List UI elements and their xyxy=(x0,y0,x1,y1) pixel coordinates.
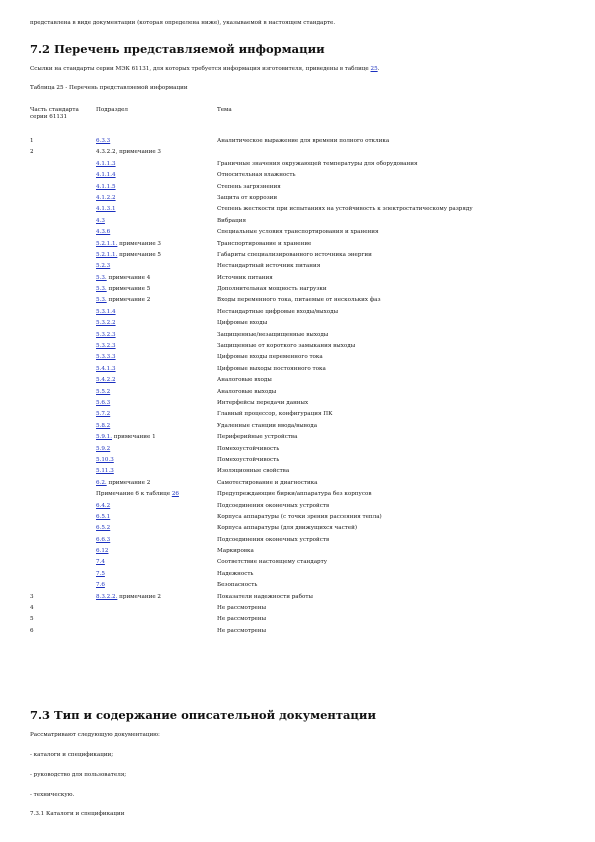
table-row xyxy=(30,297,575,308)
cell-subclause xyxy=(96,297,150,304)
subclause-note: примечание 1 xyxy=(112,434,156,441)
cell-subclause xyxy=(96,320,116,327)
table-header-row xyxy=(30,107,575,138)
subclause-link[interactable]: 4.3 xyxy=(96,217,105,224)
subclause-link[interactable]: 7.4 xyxy=(96,559,105,566)
cell-subclause xyxy=(96,195,116,202)
table-row xyxy=(30,525,575,536)
cell-topic: Подсоединения оконечных устройств xyxy=(217,536,330,543)
subclause-note: 4.3.2.2, примечание 3 xyxy=(96,149,161,156)
cell-subclause xyxy=(96,514,110,521)
cell-subclause xyxy=(96,537,110,544)
cell-topic: Безопасность xyxy=(217,582,258,589)
subclause-link[interactable]: 4.1.1.4 xyxy=(96,172,116,179)
cell-topic: Дополнительная мощность нагрузки xyxy=(217,286,327,293)
subclause-link[interactable]: 6.5.1 xyxy=(96,513,111,520)
table-row xyxy=(30,149,575,160)
cell-subclause xyxy=(96,389,110,396)
subclause-note: примечание 2 xyxy=(117,593,161,600)
table-row xyxy=(30,514,575,525)
cell-topic: Корпуса аппаратуры (для движущихся частей) xyxy=(217,525,358,532)
subclause-link[interactable]: 5.4.1.3 xyxy=(96,365,116,372)
doc-list-item: - руководство для пользователя; xyxy=(30,772,127,778)
subclause-link[interactable]: 4.1.1.5 xyxy=(96,183,116,190)
cell-subclause xyxy=(96,184,116,191)
subclause-link[interactable]: 5.4.2.2 xyxy=(96,377,116,384)
cell-topic: Цифровые входы xyxy=(217,320,268,327)
table-row xyxy=(30,594,575,605)
table-row xyxy=(30,468,575,479)
table-row xyxy=(30,377,575,388)
subclause-note: примечание 5 xyxy=(117,251,161,258)
cell-topic: Не рассмотрены xyxy=(217,627,267,634)
cell-topic: Защита от коррозии xyxy=(217,194,278,201)
cell-subclause xyxy=(96,548,108,555)
cell-subclause xyxy=(96,241,161,248)
subclause-note: примечание 4 xyxy=(106,274,151,281)
cell-part: 3 xyxy=(30,593,34,600)
cell-subclause xyxy=(96,480,150,487)
subclause-note: Примечание 6 к таблице xyxy=(96,491,172,498)
cell-subclause xyxy=(96,229,110,236)
cell-subclause xyxy=(96,457,114,464)
cell-topic: Нестандартный источник питания xyxy=(217,263,321,270)
cell-subclause xyxy=(96,468,114,475)
cell-topic: Цифровые выходы постоянного тока xyxy=(217,365,326,372)
subclause-link[interactable]: 5.3.2.3 xyxy=(96,343,116,350)
cell-topic: Не рассмотрены xyxy=(217,605,267,612)
cell-subclause xyxy=(96,343,116,350)
cell-topic: Предупреждающие бирки/аппаратура без корпусов xyxy=(217,491,372,498)
cell-topic: Аналитическое выражение для времени полного отклика xyxy=(217,138,390,144)
cell-topic: Не рассмотрены xyxy=(217,616,267,623)
cell-topic: Источник питания xyxy=(217,274,273,281)
table-row xyxy=(30,184,575,195)
cell-subclause xyxy=(96,491,179,498)
cell-topic: Относительная влажность xyxy=(217,172,296,179)
cell-topic: Соответствие настоящему стандарту xyxy=(217,559,328,566)
subclause-link[interactable]: 5.8.2 xyxy=(96,422,111,429)
cell-subclause xyxy=(96,138,110,145)
subclause-note: примечание 2 xyxy=(106,297,151,304)
cell-subclause xyxy=(96,354,116,361)
cell-topic: Показатели надежности работы xyxy=(217,593,313,600)
subclause-link[interactable]: 6.5.2 xyxy=(96,525,111,532)
cell-subclause xyxy=(96,582,105,589)
cell-subclause xyxy=(96,434,156,441)
subclause-link[interactable]: 5.9.1. xyxy=(96,434,113,441)
doc-list-item: - каталоги и спецификации; xyxy=(30,752,114,758)
table-row xyxy=(30,503,575,514)
subclause-link[interactable]: 5.9.2 xyxy=(96,445,111,452)
cell-subclause xyxy=(96,149,161,156)
cell-topic: Цифровые входы переменного тока xyxy=(217,354,323,361)
intro-text: Ссылки на стандарты серии МЭК 61131, для которых требуется информация изготовителя, приведены в таблице xyxy=(30,66,371,72)
cell-topic: Степень загрязнения xyxy=(217,183,281,190)
table-row xyxy=(30,332,575,343)
table-row xyxy=(30,252,575,263)
cell-subclause xyxy=(96,161,116,168)
cell-topic: Подсоединения оконечных устройств xyxy=(217,502,330,509)
table-row xyxy=(30,389,575,400)
cell-subclause xyxy=(96,594,161,601)
cell-subclause xyxy=(96,559,105,566)
cell-topic: Главный процессор, конфигурация ПК xyxy=(217,411,333,418)
table-row xyxy=(30,161,575,172)
cell-topic: Вибрация xyxy=(217,217,246,224)
subclause-link[interactable]: 8.3.2.2. xyxy=(96,593,118,600)
table-25-link[interactable]: 25 xyxy=(370,66,378,72)
subclause-link[interactable]: 5.2.3 xyxy=(96,263,111,270)
subsection-7-3-1-heading: 7.3.1 Каталоги и спецификации xyxy=(30,811,125,817)
subclause-link[interactable]: 6.4.2 xyxy=(96,502,111,509)
cell-topic: Нестандартные цифровые входы/выходы xyxy=(217,308,339,315)
cell-topic: Степень жесткости при испытаниях на устойчивость к электростатическому разряду xyxy=(217,206,473,213)
table-body xyxy=(30,138,575,639)
table-row xyxy=(30,320,575,331)
cell-subclause xyxy=(96,332,116,339)
cell-topic: Защищенные/незащищенные выходы xyxy=(217,331,329,338)
cell-topic: Помехоустойчивость xyxy=(217,445,280,452)
subclause-link[interactable]: 6.2. xyxy=(96,479,107,486)
cell-topic: Защищенные от короткого замыкания выходы xyxy=(217,343,356,350)
table-row xyxy=(30,138,575,149)
cell-part: 6 xyxy=(30,627,34,634)
top-paragraph: представлена в виде документации (которая определена ниже), указываемой в настоящем стандарте. xyxy=(30,20,336,26)
information-table xyxy=(30,107,575,639)
cell-subclause xyxy=(96,206,116,213)
table-row xyxy=(30,343,575,354)
table-row xyxy=(30,263,575,274)
subclause-link[interactable]: 5.3.1.4 xyxy=(96,308,116,315)
table-row xyxy=(30,582,575,593)
table-row xyxy=(30,537,575,548)
table-row xyxy=(30,229,575,240)
table-row xyxy=(30,172,575,183)
section-7-2-intro xyxy=(30,66,570,73)
subclause-link[interactable]: 5.2.1.1. xyxy=(96,251,118,258)
subclause-link[interactable]: 5.6.3 xyxy=(96,399,111,406)
subclause-link[interactable]: 5.3.3.3 xyxy=(96,354,116,361)
cell-subclause xyxy=(96,309,116,316)
table-row xyxy=(30,457,575,468)
intro-period: . xyxy=(377,66,380,72)
subclause-link[interactable]: 5.3.2.2 xyxy=(96,320,116,327)
cell-topic: Граничные значения окружающей температуры для оборудования xyxy=(217,160,418,167)
table-row xyxy=(30,571,575,582)
table-row xyxy=(30,354,575,365)
table-row xyxy=(30,366,575,377)
header-part: Часть стандарта серии 61131 xyxy=(30,107,79,120)
table-row xyxy=(30,559,575,570)
cell-subclause xyxy=(96,366,116,373)
cell-subclause xyxy=(96,423,110,430)
subclause-link[interactable]: 5.5.2 xyxy=(96,388,111,395)
cell-subclause xyxy=(96,525,110,532)
table-row xyxy=(30,491,575,502)
subclause-link[interactable]: 5.11.3 xyxy=(96,468,114,475)
table-row xyxy=(30,548,575,559)
subclause-link[interactable]: 6.12 xyxy=(96,548,109,555)
table-row xyxy=(30,400,575,411)
table-caption: Таблица 25 - Перечень представляемой информации xyxy=(30,85,188,91)
cell-subclause xyxy=(96,377,116,384)
subclause-link[interactable]: 5.2.1.1. xyxy=(96,240,118,247)
table-row xyxy=(30,446,575,457)
cell-subclause xyxy=(96,286,150,293)
cell-topic: Входы переменного тока, питаемые от нескольких фаз xyxy=(217,297,381,304)
subclause-link[interactable]: 6.6.3 xyxy=(96,536,111,543)
table-row xyxy=(30,195,575,206)
subclause-link[interactable]: 4.3.6 xyxy=(96,229,111,236)
table-row xyxy=(30,309,575,320)
table-row xyxy=(30,275,575,286)
table-row xyxy=(30,241,575,252)
cell-topic: Аналоговые выходы xyxy=(217,388,277,395)
header-subclause: Подраздел xyxy=(96,107,128,113)
subclause-link[interactable]: 5.3. xyxy=(96,286,107,293)
cell-topic: Маркировка xyxy=(217,548,254,555)
cell-topic: Интерфейсы передачи данных xyxy=(217,399,309,406)
section-7-3-heading: 7.3 Тип и содержание описательной документации xyxy=(30,708,376,722)
cell-topic: Специальные условия транспортирования и хранения xyxy=(217,229,379,236)
cell-subclause xyxy=(96,571,105,578)
cell-part: 5 xyxy=(30,616,34,623)
cell-topic: Помехоустойчивость xyxy=(217,456,280,463)
cell-part: 4 xyxy=(30,605,34,612)
table-row xyxy=(30,218,575,229)
subclause-link[interactable]: 5.3. xyxy=(96,297,107,304)
subclause-note: примечание 2 xyxy=(106,479,151,486)
table-row xyxy=(30,605,575,616)
subclause-link[interactable]: 4.1.1.3 xyxy=(96,160,116,167)
cell-topic: Периферийные устройства xyxy=(217,434,298,441)
subclause-link[interactable]: 5.7.2 xyxy=(96,411,111,418)
subclause-link[interactable]: 7.6 xyxy=(96,582,105,589)
table-row xyxy=(30,206,575,217)
cell-topic: Транспортирование и хранение xyxy=(217,240,312,247)
cell-subclause xyxy=(96,252,161,259)
cell-part: 1 xyxy=(30,138,34,144)
table-row xyxy=(30,434,575,445)
subclause-link[interactable]: 26 xyxy=(171,491,179,498)
subclause-link[interactable]: 5.10.3 xyxy=(96,456,114,463)
cell-subclause xyxy=(96,172,116,179)
cell-subclause xyxy=(96,275,150,282)
section-7-2-heading: 7.2 Перечень представляемой информации xyxy=(30,42,325,56)
table-row xyxy=(30,411,575,422)
cell-subclause xyxy=(96,218,105,225)
cell-topic: Габариты специализированного источника энергии xyxy=(217,251,372,258)
doc-list-item: - техническую. xyxy=(30,792,75,798)
subclause-link[interactable]: 7.5 xyxy=(96,570,105,577)
cell-subclause xyxy=(96,503,110,510)
cell-topic: Корпуса аппаратуры (с точки зрения рассеяния тепла) xyxy=(217,513,382,520)
cell-topic: Изоляционные свойства xyxy=(217,468,290,475)
subclause-note: примечание 3 xyxy=(117,240,161,247)
cell-subclause xyxy=(96,400,110,407)
table-row xyxy=(30,286,575,297)
table-row xyxy=(30,616,575,627)
cell-subclause xyxy=(96,446,110,453)
subclause-link[interactable]: 6.3.3 xyxy=(96,138,111,144)
subclause-link[interactable]: 5.3. xyxy=(96,274,107,281)
cell-topic: Надежность xyxy=(217,570,254,577)
header-topic: Тема xyxy=(217,107,232,113)
cell-topic: Аналоговые входы xyxy=(217,377,272,384)
cell-topic: Удаленные станции ввода/вывода xyxy=(217,422,318,429)
table-row xyxy=(30,423,575,434)
subclause-link[interactable]: 5.3.2.3 xyxy=(96,331,116,338)
cell-subclause xyxy=(96,411,110,418)
cell-part: 2 xyxy=(30,149,34,156)
subclause-note: примечание 5 xyxy=(106,286,151,293)
subclause-link[interactable]: 4.1.2.2 xyxy=(96,194,116,201)
subclause-link[interactable]: 4.1.3.1 xyxy=(96,206,116,213)
cell-subclause xyxy=(96,263,110,270)
cell-topic: Самотестирование и диагностика xyxy=(217,479,318,486)
table-row xyxy=(30,628,575,639)
table-row xyxy=(30,480,575,491)
doc-list-intro: Рассматривают следующую документацию: xyxy=(30,732,160,738)
